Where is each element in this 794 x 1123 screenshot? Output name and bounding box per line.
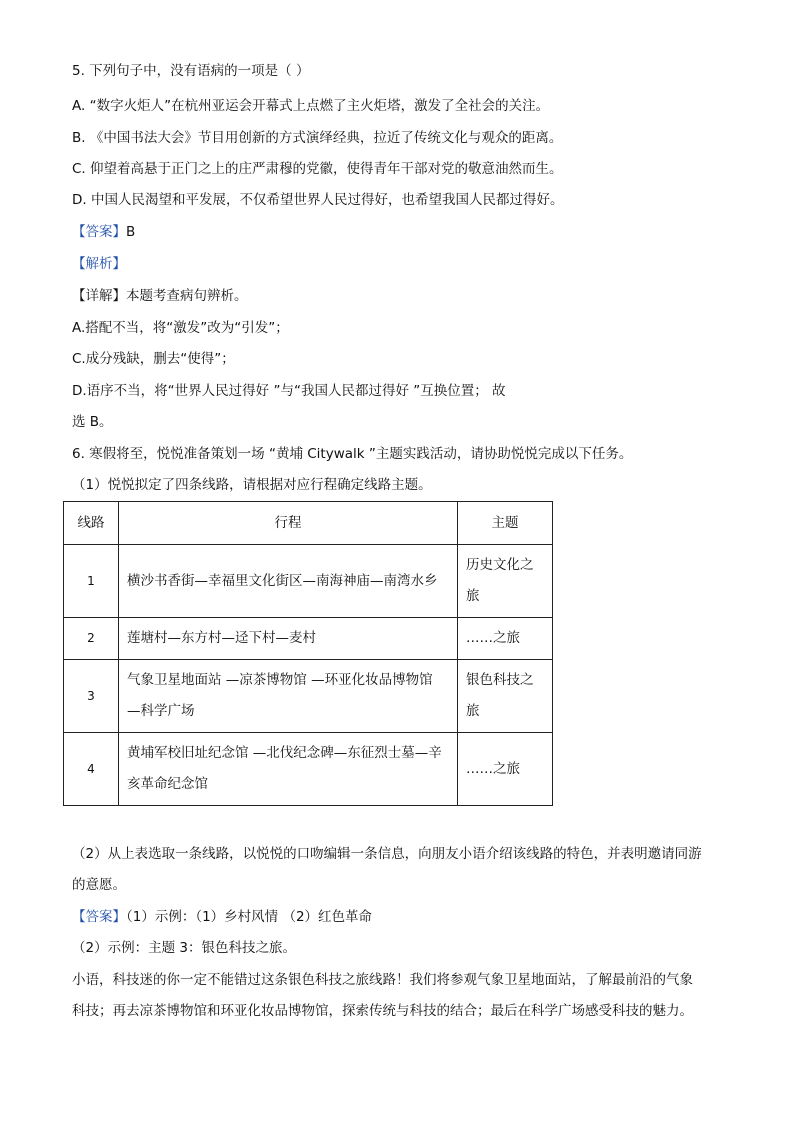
q5-detail-conclusion: 选 B。: [72, 414, 113, 430]
q5-detail-label: 【详解】: [72, 288, 126, 304]
q6-answer-label: 【答案】: [72, 909, 126, 925]
q5-option-b: B. 《中国书法大会》节目用创新的方式演绎经典，拉近了传统文化与观众的距离。: [72, 130, 563, 146]
table-row: [64, 618, 553, 660]
q5-stem: 5. 下列句子中，没有语病的一项是（ ）: [72, 63, 310, 79]
route-itinerary: 黄埔军校旧址纪念馆 —北伐纪念碑—东征烈士墓—辛亥革命纪念馆: [119, 733, 458, 806]
route-theme: 历史文化之旅: [458, 545, 553, 618]
q5-answer-label: 【答案】: [72, 224, 126, 240]
q5-detail-c: C.成分残缺，删去“使得”；: [72, 351, 235, 367]
table-row: [64, 545, 553, 618]
route-theme: 银色科技之旅: [458, 660, 553, 733]
route-number: 2: [64, 618, 119, 660]
table-row: [64, 733, 553, 806]
header-route-number: 线路: [64, 502, 119, 545]
q5-analysis-label: 【解析】: [72, 256, 126, 272]
q5-analysis-label-line: [72, 253, 732, 275]
q6-sub1: （1）悦悦拟定了四条线路，请根据对应行程确定线路主题。: [72, 477, 432, 493]
route-number: 4: [64, 733, 119, 806]
route-theme: ……之旅: [458, 618, 553, 660]
header-theme: 主题: [458, 502, 553, 545]
route-table-header: [64, 502, 553, 545]
q6-answer-part2: （2）示例：主题 3：银色科技之旅。: [72, 940, 296, 956]
q5-answer-line: [72, 221, 732, 243]
route-number: 3: [64, 660, 119, 733]
q5-detail-line: [72, 285, 732, 307]
q5-detail-a: A.搭配不当，将“激发”改为“引发”；: [72, 320, 289, 336]
table-row: [64, 660, 553, 733]
q5-option-d: D. 中国人民渴望和平发展，不仅希望世界人民过得好，也希望我国人民都过得好。: [72, 192, 564, 208]
route-itinerary: 横沙书香街—幸福里文化街区—南海神庙—南湾水乡: [119, 545, 458, 618]
route-itinerary: 气象卫星地面站 —凉茶博物馆 —环亚化妆品博物馆 —科学广场: [119, 660, 458, 733]
q5-answer-value: B: [126, 224, 136, 240]
route-number: 1: [64, 545, 119, 618]
q5-detail-d: D.语序不当，将“世界人民过得好 ”与“我国人民都过得好 ”互换位置； 故: [72, 383, 506, 399]
header-itinerary: 行程: [119, 502, 458, 545]
q6-answer-message-1: 小语，科技迷的你一定不能错过这条银色科技之旅线路！我们将参观气象卫星地面站，了解最前沿的气象: [72, 972, 693, 988]
q5-detail-text: 本题考查病句辨析。: [126, 288, 248, 304]
q6-stem: 6. 寒假将至，悦悦准备策划一场 “黄埔 Citywalk ”主题实践活动，请协助悦悦完成以下任务。: [72, 446, 633, 462]
q5-option-c: C. 仰望着高悬于正门之上的庄严肃穆的党徽，使得青年干部对党的敬意油然而生。: [72, 161, 563, 177]
route-theme: ……之旅: [458, 733, 553, 806]
q5-option-a: A. “数字火炬人”在杭州亚运会开幕式上点燃了主火炬塔，激发了全社会的关注。: [72, 98, 550, 114]
route-table: [63, 501, 553, 806]
q6-sub2-line1: （2）从上表选取一条线路，以悦悦的口吻编辑一条信息，向朋友小语介绍该线路的特色，并表明邀请同游: [72, 846, 702, 862]
q6-answer-line: [72, 906, 732, 928]
q6-sub2-line2: 的意愿。: [72, 877, 126, 893]
q6-answer-part1: （1）示例：（1）乡村风情 （2）红色革命: [126, 909, 373, 925]
route-itinerary: 莲塘村—东方村—迳下村—麦村: [119, 618, 458, 660]
q6-answer-message-2: 科技；再去凉茶博物馆和环亚化妆品博物馆，探索传统与科技的结合；最后在科学广场感受科技的魅力。: [72, 1003, 693, 1019]
